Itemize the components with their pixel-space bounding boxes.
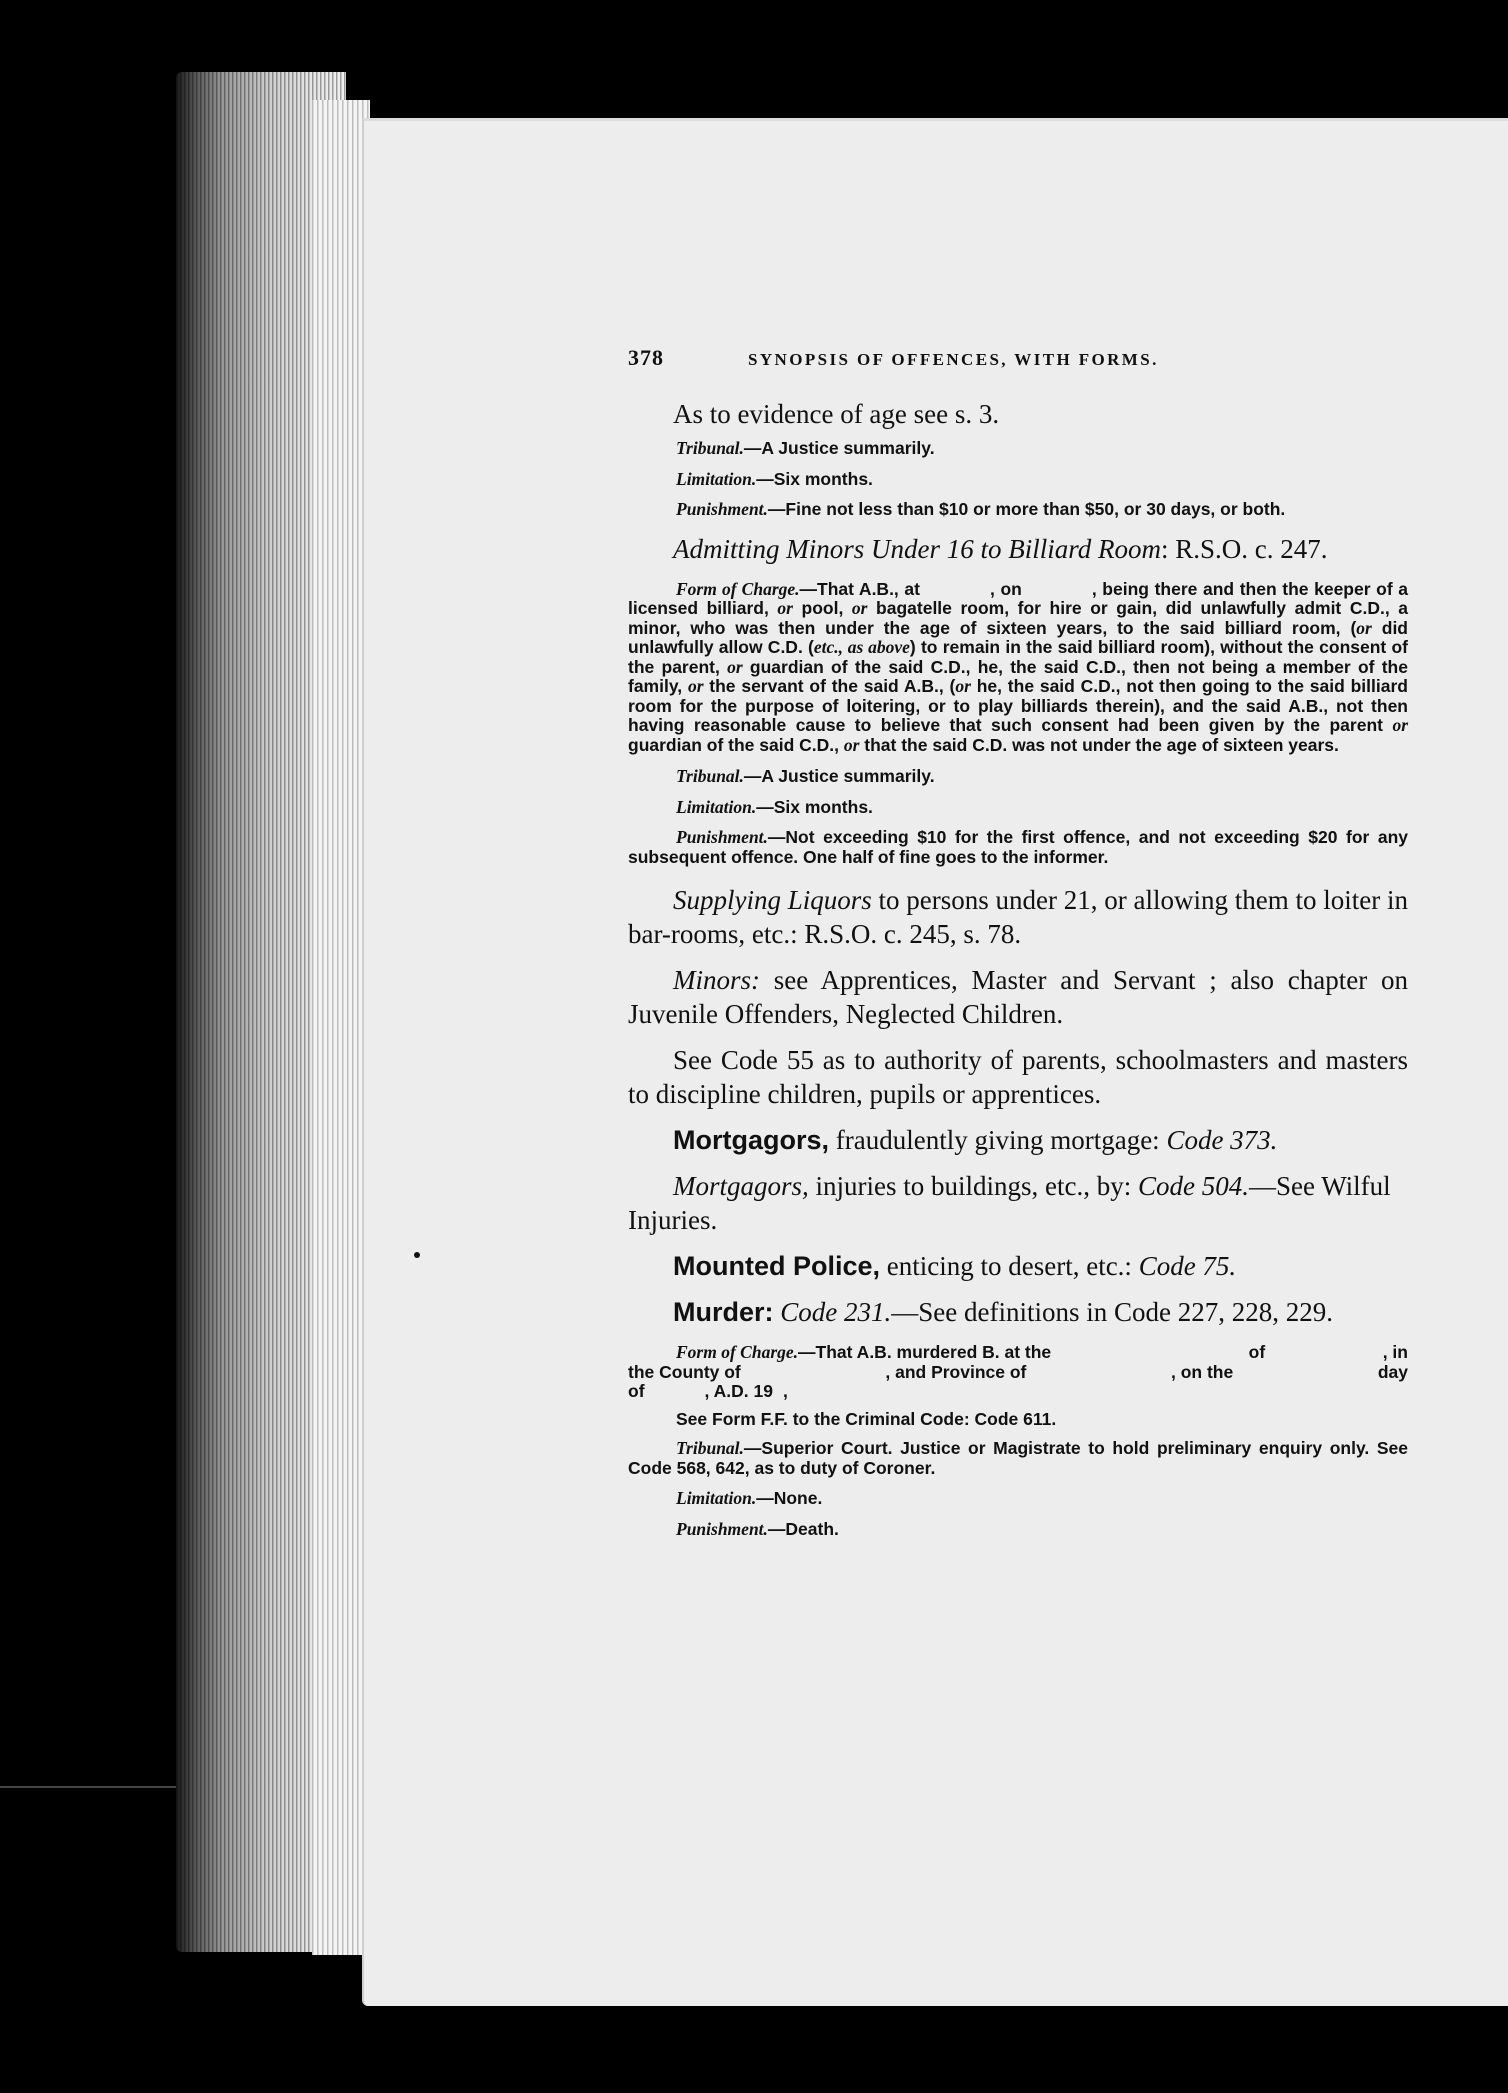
ink-dot [414,1252,420,1258]
section1-limitation: Limitation.—Six months. [676,468,873,489]
billiard-limitation: Limitation.—Six months. [676,796,873,817]
murder-limitation: Limitation.—None. [676,1488,823,1508]
murder-entry: Murder: Code 231.—See definitions in Code 227, 228, 229. [673,1297,1333,1327]
mortgagors-injury-entry: Mortgagors, injuries to buildings, etc., by: Code 504.—See Wilful Injuries. [628,1171,1391,1235]
code55-note: See Code 55 as to authority of parents, schoolmasters and masters to discipline children, pupils or apprentices. [628,1045,1408,1109]
billiard-heading: Admitting Minors Under 16 to Billiard Room: R.S.O. c. 247. [673,533,1328,564]
murder-see-form: See Form F.F. to the Criminal Code: Code 611. [676,1408,1057,1429]
running-title: SYNOPSIS OF OFFENCES, WITH FORMS. [748,350,1159,369]
section1-punishment: Punishment.—Fine not less than $10 or more than $50, or 30 days, or both. [676,499,1286,519]
murder-tribunal: Tribunal.—Superior Court. Justice or Magistrate to hold preliminary enquiry only. See Code 568, 642, as to duty of Coroner. [628,1438,1408,1478]
minors-entry: Minors: see Apprentices, Master and Servant ; also chapter on Juvenile Offenders, Neglected Children. [628,965,1408,1029]
mortgagors-fraud-entry: Mortgagors, fraudulently giving mortgage: Code 373. [673,1125,1278,1155]
billiard-form-of-charge: Form of Charge.—That A.B., at , on , being there and then the keeper of a licensed billiard, or pool, or bagatelle room, for hire or gain, did unlawfully admit C.D., a minor, who was then under the age of sixteen years, to the said billiard room, (or did unlawfully allow C.D. (etc., as above) to remain in the said billiard room), without the consent of the parent, or guardian of the said C.D., he, the said C.D., then not being a member of the family, or the servant of the said A.B., (or he, the said C.D., not then going to the said billiard room for the purpose of loitering, or to play billiards therein), and the said A.B., not then having reasonable cause to believe that such consent had been given by the parent or guardian of the said C.D., or that the said C.D. was not under the age of sixteen years. [628,578,1409,755]
age-evidence-note: As to evidence of age see s. 3. [673,399,1000,429]
murder-form-line-3: of , A.D. 19 , [628,1381,788,1401]
murder-form-line-1: Form of Charge.—That A.B. murdered B. at the of , in [676,1342,1408,1362]
page-text [628,345,1408,1551]
section1-tribunal: Tribunal.—A Justice summarily. [676,438,935,458]
mounted-police-entry: Mounted Police, enticing to desert, etc.: Code 75. [673,1251,1237,1281]
scan-artifact-line [0,1786,176,1788]
billiard-tribunal: Tribunal.—A Justice summarily. [676,766,935,786]
page-number: 378 [628,345,664,370]
murder-form-of-charge [628,1343,1408,1402]
liquors-entry: Supplying Liquors to persons under 21, or allowing them to loiter in bar-rooms, etc.: R.S.O. c. 245, s. 78. [628,885,1408,949]
murder-punishment: Punishment.—Death. [676,1518,839,1539]
billiard-punishment: Punishment.—Not exceeding $10 for the first offence, and not exceeding $20 for any subsequent offence. One half of fine goes to the informer. [628,827,1408,867]
running-head [628,345,1408,371]
murder-form-line-2: the County of , and Province of , on the day [628,1361,1408,1382]
